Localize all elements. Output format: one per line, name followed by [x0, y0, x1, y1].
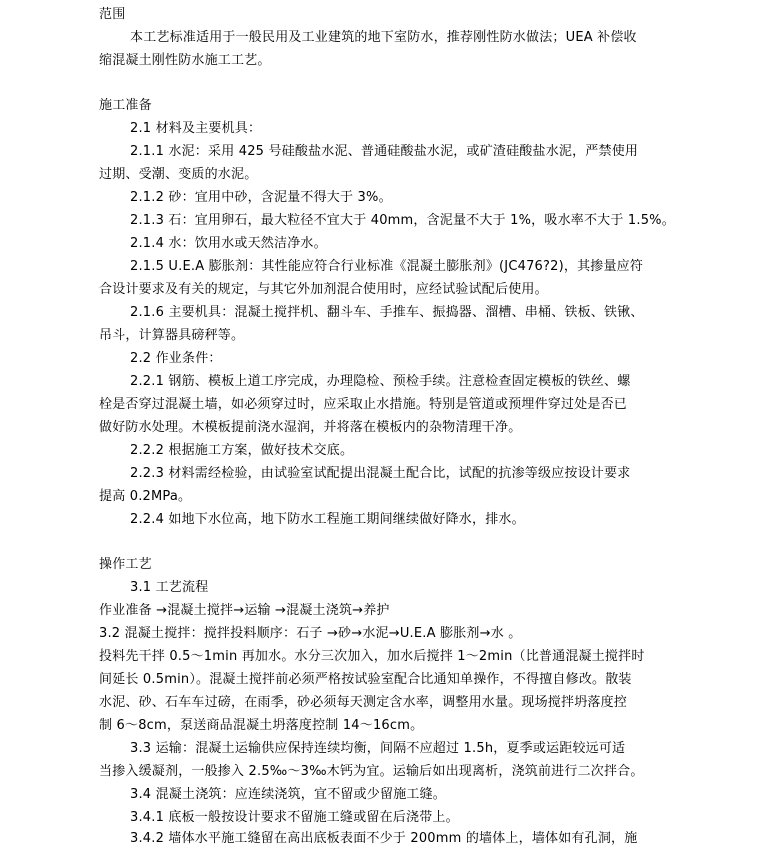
clause-line: 2.1.4 水：饮用水或天然洁净水。 [130, 236, 327, 251]
clause-line: 2.1 材料及主要机具： [130, 121, 262, 136]
clause-line: 2.1.1 水泥：采用 425 号硅酸盐水泥、普通硅酸盐水泥，或矿渣硅酸盐水泥，严禁使用 [130, 144, 639, 159]
clause-line: 3.4.1 底板一般按设计要求不留施工缝或留在后浇带上。 [130, 810, 459, 825]
process-flow-line: 作业准备 →混凝土搅拌→运输 →混凝土浇筑→养护 [99, 603, 390, 618]
clause-line: 2.2 作业条件： [130, 351, 222, 366]
clause-line: 2.2.4 如地下水位高，地下防水工程施工期间继续做好降水，排水。 [130, 512, 525, 527]
clause-line: 3.1 工艺流程 [130, 580, 209, 595]
clause-line: 2.1.3 石：宜用卵石，最大粒径不宜大于 40mm，含泥量不大于 1%，吸水率不大于 1.5%。 [130, 213, 675, 228]
clause-line: 2.2.1 钢筋、模板上道工序完成，办理隐检、预检手续。注意检查固定模板的铁丝、螺 [130, 374, 631, 389]
paragraph-line: 做好防水处理。木模板提前浇水湿润，并将落在模板内的杂物清理干净。 [99, 420, 522, 435]
section-heading-scope: 范围 [99, 7, 126, 22]
clause-line: 3.3 运输：混凝土运输供应保持连续均衡，间隔不应超过 1.5h，夏季或运距较远可适 [130, 741, 626, 756]
paragraph-line: 制 6～8cm，泵送商品混凝土坍落度控制 14～16cm。 [99, 718, 424, 733]
paragraph-line: 提高 0.2MPa。 [99, 489, 192, 504]
paragraph-line: 栓是否穿过混凝土墙，如必须穿过时，应采取止水措施。特别是管道或预埋件穿过处是否已 [99, 397, 628, 412]
paragraph-line: 投料先干拌 0.5～1min 再加水。水分三次加入，加水后搅拌 1～2min（比普通混凝土搅拌时 [99, 649, 645, 664]
paragraph-line: 水泥、砂、石车车过磅，在雨季，砂必须每天测定含水率，调整用水量。现场搅拌坍落度控 [99, 695, 628, 710]
clause-line: 2.1.6 主要机具：混凝土搅拌机、翻斗车、手推车、振捣器、溜槽、串桶、铁板、铁锹、 [130, 305, 644, 320]
clause-line: 3.2 混凝土搅拌：搅拌投料顺序：石子 →砂→水泥→U.E.A 膨胀剂→水 。 [99, 626, 522, 641]
paragraph-line: 本工艺标准适用于一般民用及工业建筑的地下室防水，推荐刚性防水做法；UEA 补偿收 [130, 30, 637, 45]
section-heading-operation: 操作工艺 [99, 557, 152, 572]
clause-line: 2.2.3 材料需经检验，由试验室试配提出混凝土配合比，试配的抗渗等级应按设计要求 [130, 466, 631, 481]
paragraph-line: 缩混凝土刚性防水施工工艺。 [99, 53, 271, 68]
paragraph-line: 当掺入缓凝剂，一般掺入 2.5‰～3‰木钙为宜。运输后如出现离析，浇筑前进行二次拌合。 [99, 764, 644, 779]
paragraph-line: 吊斗，计算器具磅秤等。 [99, 328, 245, 343]
clause-line: 2.2.2 根据施工方案，做好技术交底。 [130, 443, 354, 458]
paragraph-line: 间延长 0.5min）。混凝土搅拌前必须严格按试验室配合比通知单操作，不得擅自修改。散装 [99, 672, 632, 687]
paragraph-line: 过期、受潮、变质的水泥。 [99, 167, 258, 182]
clause-line: 3.4.2 墙体水平施工缝留在高出底板表面不少于 200mm 的墙体上，墙体如有孔洞，施 [130, 831, 638, 846]
paragraph-line: 合设计要求及有关的规定，与其它外加剂混合使用时，应经试验试配后使用。 [99, 282, 548, 297]
clause-line: 2.1.2 砂：宜用中砂，含泥量不得大于 3%。 [130, 190, 392, 205]
clause-line: 3.4 混凝土浇筑：应连续浇筑，宜不留或少留施工缝。 [130, 787, 447, 802]
clause-line: 2.1.5 U.E.A 膨胀剂：其性能应符合行业标准《混凝土膨胀剂》(JC476?2)，其掺量应符 [130, 259, 644, 274]
section-heading-preparation: 施工准备 [99, 98, 152, 113]
